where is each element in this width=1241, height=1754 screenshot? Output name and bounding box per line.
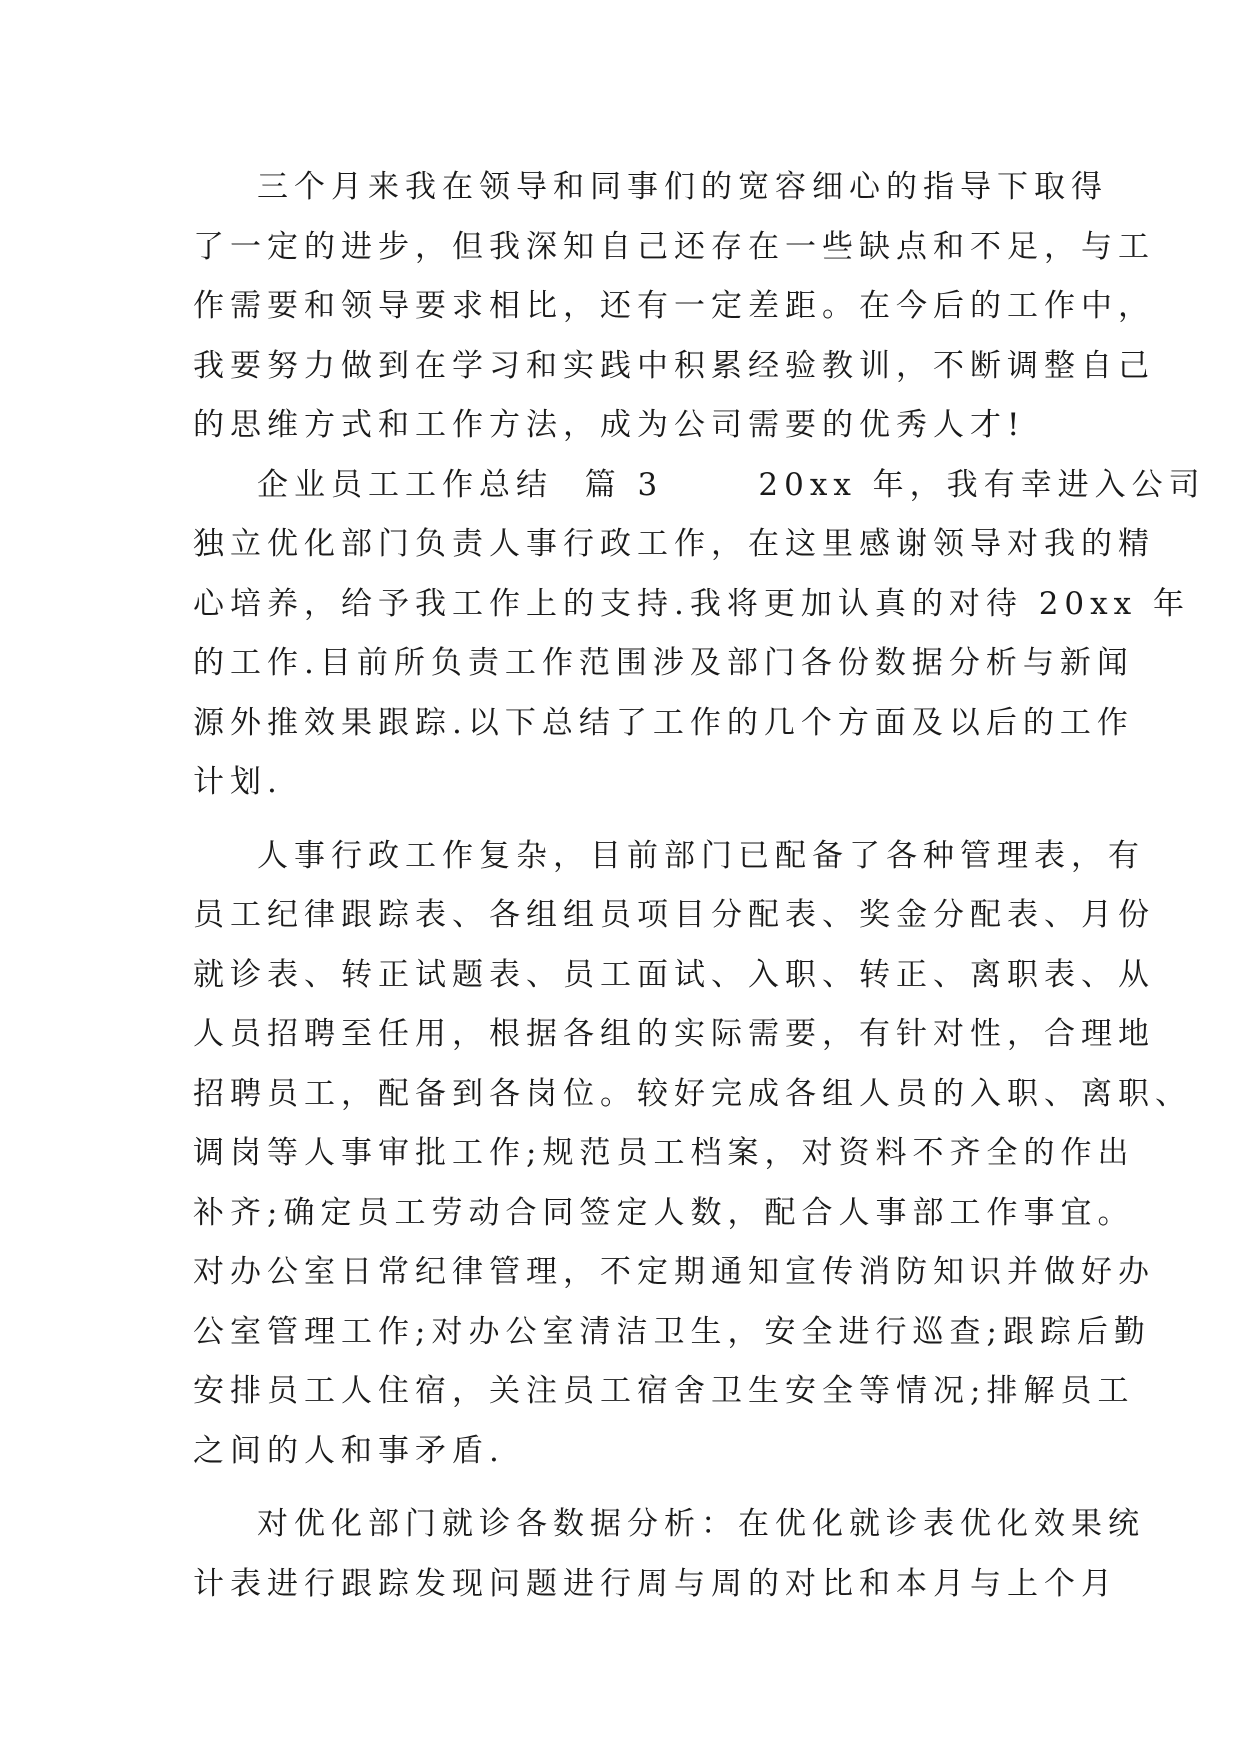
text-line: 员工纪律跟踪表、各组组员项目分配表、奖金分配表、月份 [193, 897, 1155, 933]
text-line: 三个月来我在领导和同事们的宽容细心的指导下取得 [257, 169, 1108, 205]
text-line: 对办公室日常纪律管理，不定期通知宣传消防知识并做好办 [193, 1254, 1155, 1290]
paragraph-spacer [193, 813, 1053, 827]
text-line: 心培养，给予我工作上的支持.我将更加认真的对待 20xx 年 [193, 585, 1190, 622]
paragraph [193, 158, 1155, 456]
paragraph [193, 827, 1192, 1482]
text-line: 的思维方式和工作方法，成为公司需要的优秀人才! [193, 407, 1026, 443]
text-line: 安排员工人住宿，关注员工宿舍卫生安全等情况;排解员工 [193, 1373, 1135, 1409]
text-line: 公室管理工作;对办公室清洁卫生，安全进行巡查;跟踪后勤 [193, 1313, 1151, 1350]
paragraph-spacer [193, 1481, 1053, 1495]
text-line: 计表进行跟踪发现问题进行周与周的对比和本月与上个月 [193, 1565, 1118, 1602]
text-line: 招聘员工，配备到各岗位。较好完成各组人员的入职、离职、 [193, 1075, 1192, 1112]
text-line: 独立优化部门负责人事行政工作，在这里感谢领导对我的精 [193, 526, 1155, 562]
text-line: 之间的人和事矛盾. [193, 1432, 505, 1469]
text-line: 对优化部门就诊各数据分析：在优化就诊表优化效果统 [257, 1506, 1145, 1542]
text-line: 补齐;确定员工劳动合同签定人数，配合人事部工作事宜。 [193, 1194, 1135, 1231]
text-line: 企业员工工作总结 篇 3 20xx 年，我有幸进入公司 [257, 466, 1206, 503]
paragraph [193, 1495, 1145, 1614]
text-line: 人员招聘至任用，根据各组的实际需要，有针对性，合理地 [193, 1016, 1155, 1052]
text-line: 我要努力做到在学习和实践中积累经验教训，不断调整自己 [193, 347, 1155, 384]
text-line: 源外推效果跟踪.以下总结了工作的几个方面及以后的工作 [193, 704, 1134, 741]
text-line: 就诊表、转正试题表、员工面试、入职、转正、离职表、从 [193, 956, 1155, 993]
text-line: 人事行政工作复杂，目前部门已配备了各种管理表，有 [257, 837, 1145, 874]
text-line: 了一定的进步，但我深知自己还存在一些缺点和不足，与工 [193, 228, 1155, 265]
text-line: 计划. [193, 764, 283, 800]
text-line: 调岗等人事审批工作;规范员工档案，对资料不齐全的作出 [193, 1135, 1135, 1171]
text-line: 作需要和领导要求相比，还有一定差距。在今后的工作中， [193, 288, 1155, 324]
paragraph [193, 456, 1206, 813]
document-body [193, 158, 1206, 1614]
text-line: 的工作.目前所负责工作范围涉及部门各份数据分析与新闻 [193, 645, 1134, 681]
